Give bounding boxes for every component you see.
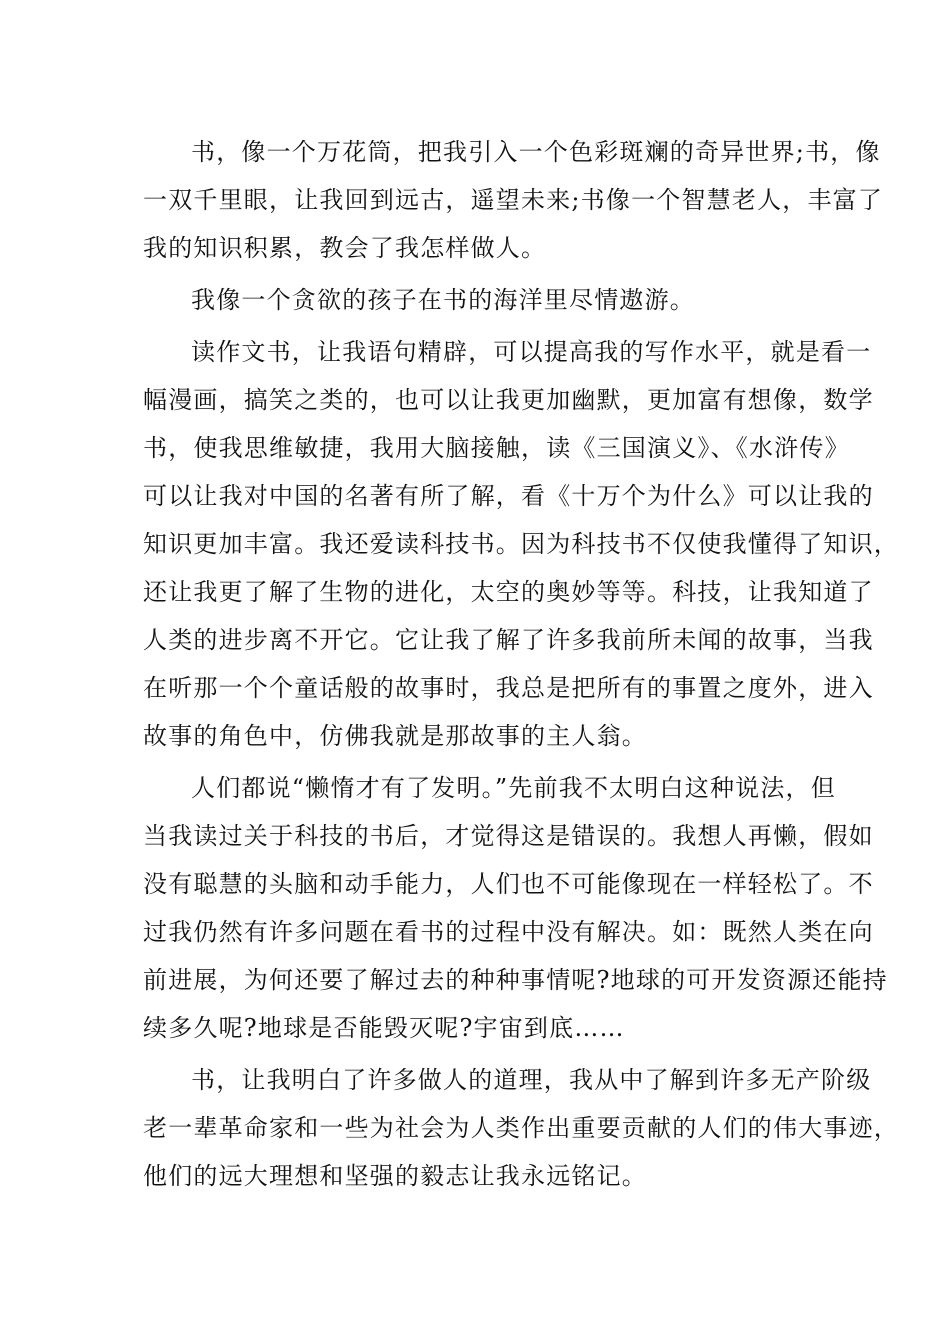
paragraph-line: 可以让我对中国的名著有所了解，看《十万个为什么》可以让我的 — [143, 482, 874, 510]
paragraph-line: 续多久呢?地球是否能毁灭呢?宇宙到底…… — [143, 1014, 625, 1042]
paragraph-line: 知识更加丰富。我还爱读科技书。因为科技书不仅使我懂得了知识， — [143, 530, 899, 558]
paragraph-line: 当我读过关于科技的书后，才觉得这是错误的。我想人再懒，假如 — [143, 822, 874, 850]
paragraph-line: 前进展，为何还要了解过去的种种事情呢?地球的可开发资源还能持 — [143, 966, 888, 994]
paragraph-line: 我的知识积累，教会了我怎样做人。 — [143, 234, 547, 262]
paragraph-line: 书，使我思维敏捷，我用大脑接触，读《三国演义》、《水浒传》 — [143, 434, 850, 462]
paragraph-line: 没有聪慧的头脑和动手能力，人们也不可能像现在一样轻松了。不 — [143, 870, 874, 898]
paragraph-line: 读作文书，让我语句精辟，可以提高我的写作水平，就是看一 — [191, 338, 872, 366]
paragraph-line: 幅漫画，搞笑之类的，也可以让我更加幽默，更加富有想像，数学 — [143, 386, 874, 414]
paragraph-1 — [143, 128, 884, 272]
paragraph-line: 在听那一个个童话般的故事时，我总是把所有的事置之度外，进入 — [143, 674, 874, 702]
paragraph-4 — [143, 764, 888, 1052]
paragraph-line: 我像一个贪欲的孩子在书的海洋里尽情遨游。 — [191, 286, 695, 314]
paragraph-line: 一双千里眼，让我回到远古，遥望未来;书像一个智慧老人，丰富了 — [143, 186, 884, 214]
paragraph-5 — [143, 1056, 899, 1200]
paragraph-line: 还让我更了解了生物的进化，太空的奥妙等等。科技，让我知道了 — [143, 578, 874, 606]
essay-body — [143, 128, 899, 1200]
paragraph-line: 故事的角色中，仿佛我就是那故事的主人翁。 — [143, 722, 647, 750]
paragraph-line: 人们都说“懒惰才有了发明。”先前我不太明白这种说法，但 — [191, 774, 836, 802]
paragraph-line: 过我仍然有许多问题在看书的过程中没有解决。如：既然人类在向 — [143, 918, 874, 946]
paragraph-line: 人类的进步离不开它。它让我了解了许多我前所未闻的故事，当我 — [143, 626, 874, 654]
paragraph-2 — [143, 276, 823, 324]
paragraph-line: 书，像一个万花筒，把我引入一个色彩斑斓的奇异世界;书，像 — [191, 138, 881, 166]
paragraph-line: 书，让我明白了许多做人的道理，我从中了解到许多无产阶级 — [191, 1066, 872, 1094]
paragraph-line: 老一辈革命家和一些为社会为人类作出重要贡献的人们的伟大事迹， — [143, 1114, 899, 1142]
paragraph-3 — [143, 328, 899, 760]
paragraph-line: 他们的远大理想和坚强的毅志让我永远铭记。 — [143, 1162, 647, 1190]
